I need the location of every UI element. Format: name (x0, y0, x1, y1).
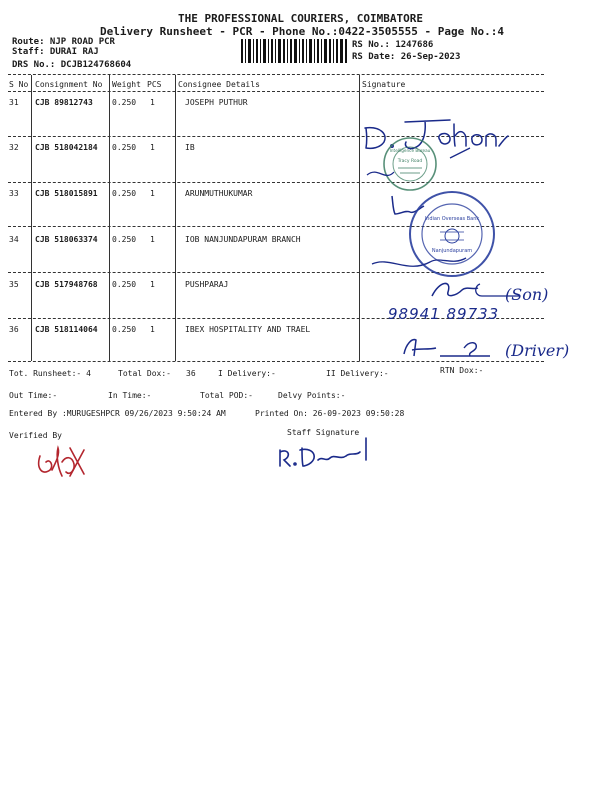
row-name: IBEX HOSPITALITY AND TRAEL (185, 325, 311, 334)
row-sno: 31 (9, 98, 19, 107)
row-consignment: CJB 517948768 (35, 280, 98, 289)
row-weight: 0.250 (112, 98, 137, 107)
out-time: Out Time:- (9, 391, 58, 400)
row-weight: 0.250 (112, 280, 137, 289)
row-pcs: 1 (150, 325, 155, 334)
verified-by-label: Verified By (9, 431, 62, 440)
total-pod: Total POD:- (200, 391, 253, 400)
row-name: PUSHPARAJ (185, 280, 229, 289)
ib-stamp-icon (384, 138, 436, 190)
col-details: Consignee Details (178, 80, 260, 89)
staff-signature (280, 438, 366, 466)
company-name: THE PROFESSIONAL COURIERS, COIMBATORE (178, 12, 424, 25)
iob-stamp-text-2: Nanjundapuram (431, 248, 473, 254)
in-time: In Time:- (108, 391, 152, 400)
runsheet-title: Delivery Runsheet - PCR - Phone No.:0422-3505555 - Page No.:4 (100, 25, 504, 38)
total-runsheet: Tot. Runsheet:- 4 (9, 369, 91, 378)
col-weight: Weight (112, 80, 141, 89)
row-name: ARUNMUTHUKUMAR (185, 189, 253, 198)
total-dox-label: Total Dox:- (118, 369, 171, 378)
iob-stamp-text-1: Indian Overseas Bank (424, 216, 480, 222)
staff-signature-label: Staff Signature (287, 428, 360, 437)
delvy-points: Delvy Points:- (278, 391, 346, 400)
rtn-dox: RTN Dox:- (440, 366, 484, 375)
row-name: IOB NANJUNDAPURAM BRANCH (185, 235, 301, 244)
ib-stamp-text-1: Intelligence Bureau (389, 148, 431, 153)
son-note: (Son) (505, 285, 549, 304)
route-label: Route: NJP ROAD PCR (12, 37, 115, 47)
driver-note: (Driver) (505, 341, 570, 360)
rs-number: RS No.: 1247686 (352, 40, 434, 50)
row-name: IB (185, 143, 195, 152)
row-sno: 36 (9, 325, 19, 334)
row-consignment: CJB 518042184 (35, 143, 98, 152)
row-sno: 35 (9, 280, 19, 289)
ii-delivery: II Delivery:- (326, 369, 389, 378)
row-name: JOSEPH PUTHUR (185, 98, 248, 107)
col-sno: S No (9, 80, 29, 89)
i-delivery: I Delivery:- (218, 369, 276, 378)
row-weight: 0.250 (112, 325, 137, 334)
total-dox-value: 36 (186, 369, 196, 378)
row-consignment: CJB 518114064 (35, 325, 98, 334)
verified-signature (39, 448, 84, 476)
drs-number: DRS No.: DCJB124768604 (12, 60, 132, 70)
ib-stamp-text-2: Tracy Road (397, 159, 423, 164)
handwritten-phone: 98941 89733 (388, 305, 500, 323)
rs-date: RS Date: 26-Sep-2023 (352, 52, 461, 62)
entered-by: Entered By :MURUGESHPCR 09/26/2023 9:50:24 AM (9, 409, 226, 418)
row-weight: 0.250 (112, 189, 137, 198)
row-pcs: 1 (150, 189, 155, 198)
staff-label: Staff: DURAI RAJ (12, 47, 99, 57)
col-signature: Signature (362, 80, 406, 89)
row-pcs: 1 (150, 235, 155, 244)
col-consignment: Consignment No (35, 80, 103, 89)
printed-on: Printed On: 26-09-2023 09:50:28 (255, 409, 405, 418)
row-sno: 33 (9, 189, 19, 198)
row-pcs: 1 (150, 98, 155, 107)
col-pcs: PCS (147, 80, 162, 89)
row-sno: 34 (9, 235, 19, 244)
iob-stamp-icon (410, 192, 494, 276)
row-consignment: CJB 89812743 (35, 98, 93, 107)
row-weight: 0.250 (112, 235, 137, 244)
row-consignment: CJB 518063374 (35, 235, 98, 244)
row-pcs: 1 (150, 143, 155, 152)
row-sno: 32 (9, 143, 19, 152)
row-consignment: CJB 518015891 (35, 189, 98, 198)
row-weight: 0.250 (112, 143, 137, 152)
signature-row-31 (365, 120, 508, 149)
row-pcs: 1 (150, 280, 155, 289)
